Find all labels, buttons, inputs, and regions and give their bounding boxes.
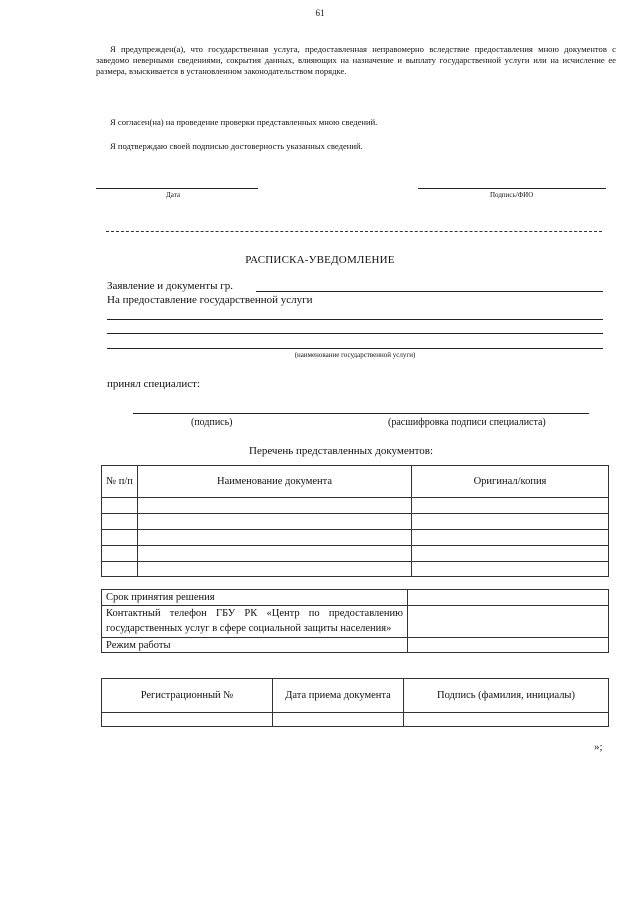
table-row	[102, 530, 609, 546]
cell	[138, 562, 412, 577]
confirm-paragraph	[96, 141, 616, 152]
registration-table	[101, 678, 609, 727]
date-line	[96, 188, 258, 189]
registration-number-header: Регистрационный №	[102, 679, 273, 713]
cut-line	[106, 231, 602, 232]
application-label: Заявление и документы гр.	[107, 280, 233, 292]
documents-header-row	[102, 466, 609, 498]
service-line-3	[107, 348, 603, 349]
col-type-header: Оригинал/копия	[412, 466, 609, 498]
receipt-title: РАСПИСКА-УВЕДОМЛЕНИЕ	[245, 254, 395, 266]
table-row	[102, 713, 609, 727]
date-label: Дата	[166, 191, 180, 199]
decision-term-label: Срок принятия решения	[102, 590, 408, 606]
signature-caption: (подпись)	[191, 417, 233, 428]
cell	[412, 562, 609, 577]
table-row	[102, 562, 609, 577]
service-line-1	[107, 319, 603, 320]
warning-paragraph	[96, 44, 616, 78]
table-row	[102, 546, 609, 562]
table-row	[102, 498, 609, 514]
accepted-label: принял специалист:	[107, 378, 200, 390]
cell	[412, 514, 609, 530]
work-mode-label: Режим работы	[102, 638, 408, 653]
col-number-header: № п/п	[102, 466, 138, 498]
decision-term-row	[102, 590, 609, 606]
service-caption: (наименование государственной услуги)	[294, 351, 416, 359]
confirm-text: Я подтверждаю своей подписью достоверность указанных сведений.	[110, 141, 363, 151]
closing-mark: »;	[594, 741, 603, 753]
work-mode-row	[102, 638, 609, 653]
cell	[102, 498, 138, 514]
contact-phone-row	[102, 606, 609, 638]
cell	[404, 713, 609, 727]
cell	[102, 562, 138, 577]
warning-text: Я предупрежден(а), что государственная услуга, предоставленная неправомерно вследствие предоставления мною документов с заведомо неверными сведениями, сокрытия данных, влияющих на назначение и выплату государственной услуги или на исчисление ее размера, взыскивается в установленном законодательством порядке.	[96, 44, 616, 77]
cell	[412, 546, 609, 562]
cell	[138, 530, 412, 546]
consent-paragraph	[96, 117, 616, 128]
acceptance-date-header: Дата приема документа	[273, 679, 404, 713]
signature-header: Подпись (фамилия, инициалы)	[404, 679, 609, 713]
info-table	[101, 589, 609, 653]
specialist-signature-line	[133, 413, 589, 414]
service-line-2	[107, 333, 603, 334]
page-number: 61	[315, 8, 325, 18]
cell	[273, 713, 404, 727]
documents-heading: Перечень представленных документов:	[249, 445, 434, 457]
contact-phone-value	[408, 606, 609, 638]
registration-header-row	[102, 679, 609, 713]
cell	[138, 498, 412, 514]
cell	[102, 546, 138, 562]
signature-line	[418, 188, 606, 189]
decoding-caption: (расшифровка подписи специалиста)	[388, 417, 546, 428]
cell	[102, 713, 273, 727]
documents-table	[101, 465, 609, 577]
cell	[102, 514, 138, 530]
service-label: На предоставление государственной услуги	[107, 294, 313, 306]
cell	[138, 546, 412, 562]
decision-term-value	[408, 590, 609, 606]
work-mode-value	[408, 638, 609, 653]
table-row	[102, 514, 609, 530]
applicant-name-line	[256, 291, 603, 292]
contact-phone-label: Контактный телефон ГБУ РК «Центр по предоставлению государственных услуг в сфере социальной защиты населения»	[102, 606, 408, 638]
cell	[138, 514, 412, 530]
signature-label: Подпись/ФИО	[490, 191, 534, 199]
cell	[412, 498, 609, 514]
consent-text: Я согласен(на) на проведение проверки представленных мною сведений.	[110, 117, 378, 127]
cell	[412, 530, 609, 546]
cell	[102, 530, 138, 546]
col-name-header: Наименование документа	[138, 466, 412, 498]
